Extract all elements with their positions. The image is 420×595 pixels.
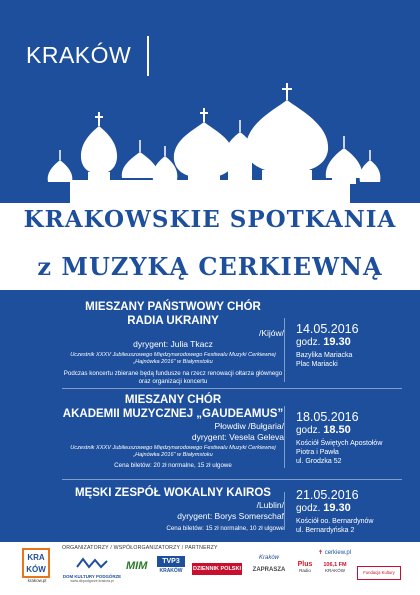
krakow-zaprasza-top: Kraków <box>258 555 279 561</box>
krakow-logo <box>22 548 52 586</box>
event-1-date: 14.05.2016 <box>296 322 359 336</box>
cerkiew-icon: ✝ <box>318 550 324 556</box>
city-divider <box>147 36 149 76</box>
mim-logo-text: MIM <box>126 560 148 572</box>
city-name: KRAKÓW <box>26 42 132 68</box>
tvp3-logo-sub: KRAKÓW <box>159 568 183 574</box>
dom-kultury-logo <box>62 556 122 582</box>
event-3-time: 19.30 <box>323 502 351 514</box>
main-title-line2: z MUZYKĄ CERKIEWNĄ <box>37 252 383 281</box>
event-divider-1 <box>62 388 402 389</box>
event-2-award: Uczestnik XXXV Jubileuszowego Międzynarodowego Festiwalu Muzyki Cerkiewnej „Hajnówka 2016” w Białymstoku <box>70 445 276 458</box>
main-title-line1: KRAKOWSKIE SPOTKANIA <box>23 206 397 233</box>
event-1-time-label: godz. <box>296 337 321 348</box>
event-2-vertical-divider <box>284 406 285 468</box>
dom-kultury-url: www.dkpodgorze.krakow.pl <box>70 579 114 583</box>
event-2-tickets: Cena biletów: 20 zł normalne, 15 zł ulgowe <box>114 462 232 469</box>
partners-label: ORGANIZATORZY / WSPÓŁORGANIZATORZY / PARTNERZY <box>62 545 218 551</box>
event-1-venue-line1: Bazylika Mariacka <box>296 352 353 359</box>
event-3-tickets: Cena biletów: 15 zł normalne, 10 zł ulgowe <box>166 525 284 532</box>
tvp3-logo-text: TVP3 <box>157 556 185 567</box>
rmf-freq: 106,1 FM <box>323 562 347 568</box>
header-band <box>0 0 420 203</box>
event-2-venue-line2: Piotra i Pawła <box>296 449 339 456</box>
rmf-sub: KRAKÓW <box>324 568 345 573</box>
event-2-venue-line1: Kościół Świętych Apostołów <box>296 440 383 447</box>
event-1-conductor: dyrygent: Julia Tkacz <box>133 339 213 349</box>
event-1-name-line1: MIESZANY PAŃSTWOWY CHÓR <box>85 301 261 313</box>
rmf-logo <box>319 562 351 582</box>
radio-plus-sub: Radio <box>299 568 311 573</box>
event-3-origin: /Lublin/ <box>256 500 284 510</box>
dom-kultury-name: DOM KULTURY PODGÓRZE <box>62 574 122 579</box>
radio-plus-text: Plus <box>297 561 313 568</box>
event-3-venue-line1: Kościół oo. Bernardynów <box>296 518 374 525</box>
krakow-logo-line1: KRA <box>27 553 45 562</box>
fundacja-logo <box>357 566 401 580</box>
event-2-name-line2: AKADEMII MUZYCZNEJ „GAUDEAMUS” <box>62 408 284 420</box>
krakow-logo-url: krakow.pl <box>27 578 47 583</box>
dom-kultury-mark-icon <box>75 557 109 569</box>
event-2-venue-line3: ul. Grodzka 52 <box>296 458 342 465</box>
event-3-time-label: godz. <box>296 503 321 514</box>
church-domes-illustration <box>0 0 420 203</box>
event-3-date: 21.05.2016 <box>296 488 359 502</box>
radio-plus-logo <box>294 561 316 579</box>
event-2-time: 18.50 <box>323 424 351 436</box>
event-2-origin: Płowdiw /Bułgaria/ <box>214 421 284 431</box>
cerkiew-text: cerkiew.pl <box>324 550 352 556</box>
event-1-origin: /Kijów/ <box>258 328 284 338</box>
event-1-note: Podczas koncertu zbierane będą fundusze na rzecz renowacji ołtarza głównego oraz organizacji koncertu <box>63 370 283 385</box>
event-1-venue-line2: Plac Mariacki <box>296 361 338 368</box>
cerkiew-pl-logo <box>318 549 362 561</box>
event-divider-2 <box>62 479 402 480</box>
fundacja-text: Fundacja Kultury <box>363 570 395 575</box>
event-2-time-label: godz. <box>296 425 321 436</box>
tvp3-logo <box>157 556 185 584</box>
event-1-vertical-divider <box>284 318 285 382</box>
event-3-conductor: dyrygent: Borys Somerschaf <box>177 511 284 521</box>
event-3-vertical-divider <box>284 492 285 530</box>
krakow-zaprasza-logo <box>250 555 288 583</box>
event-2-name-line1: MIESZANY CHÓR <box>124 394 222 406</box>
mim-logo <box>126 560 152 580</box>
event-1-name-line2: RADIA UKRAINY <box>127 315 219 327</box>
event-2-date: 18.05.2016 <box>296 410 359 424</box>
krakow-zaprasza-text: ZAPRASZA <box>252 567 286 573</box>
krakow-logo-line2: KÓW <box>26 565 46 574</box>
event-1-time: 19.30 <box>323 336 351 348</box>
event-3-venue-line2: ul. Bernardyńska 2 <box>296 527 355 534</box>
event-2-conductor: dyrygent: Vesela Geleva <box>191 432 284 442</box>
event-1-award: Uczestnik XXXV Jubileuszowego Międzynarodowego Festiwalu Muzyki Cerkiewnej „Hajnówka 2016” w Białymstoku <box>70 352 276 365</box>
dziennik-polski-logo <box>192 563 242 575</box>
dziennik-polski-text: DZIENNIK POLSKI <box>193 566 241 572</box>
event-3-name-line1: MĘSKI ZESPÓŁ WOKALNY KAIROS <box>75 487 271 499</box>
